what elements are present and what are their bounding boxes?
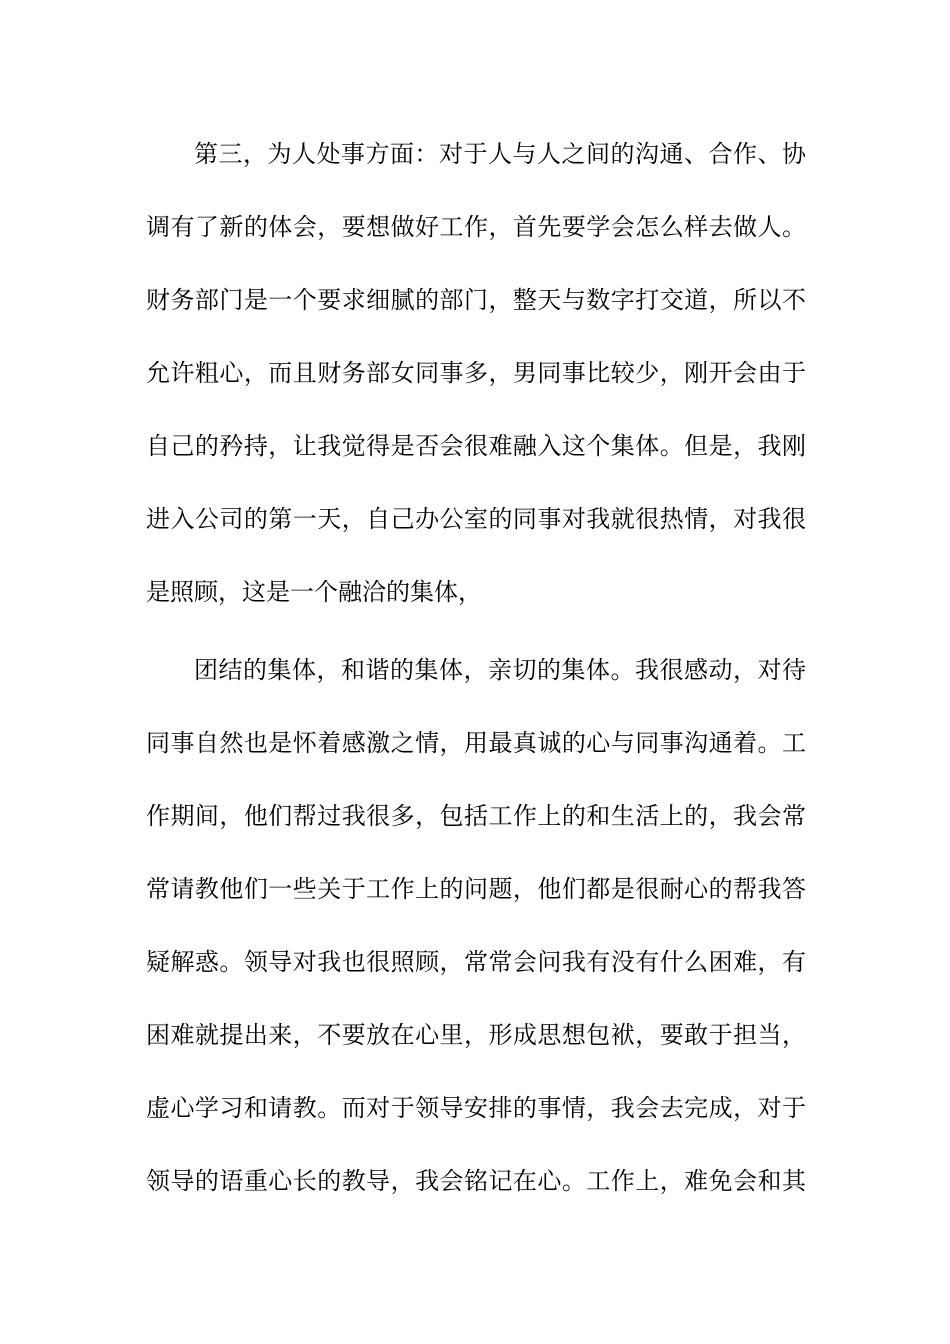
paragraph-2-line-7: 虚心学习和请教。而对于领导安排的事情，我会去完成，对于 [146, 1094, 806, 1122]
paragraph-2-line-2: 同事自然也是怀着感激之情，用最真诚的心与同事沟通着。工 [146, 729, 806, 757]
paragraph-1-line-4: 允许粗心，而且财务部女同事多，男同事比较少，刚开会由于 [146, 359, 806, 387]
paragraph-1-line-2: 调有了新的体会，要想做好工作，首先要学会怎么样去做人。 [146, 213, 806, 241]
paragraph-1-line-7: 是照顾，这是一个融洽的集体， [146, 578, 482, 606]
paragraph-1-line-1: 第三，为人处事方面：对于人与人之间的沟通、合作、协 [194, 140, 806, 168]
paragraph-2-line-6: 困难就提出来，不要放在心里，形成思想包袱，要敢于担当， [146, 1021, 806, 1049]
paragraph-2-line-5: 疑解惑。领导对我也很照顾，常常会问我有没有什么困难，有 [146, 948, 806, 976]
paragraph-1-line-5: 自己的矜持，让我觉得是否会很难融入这个集体。但是，我刚 [146, 432, 806, 460]
paragraph-2-line-4: 常请教他们一些关于工作上的问题，他们都是很耐心的帮我答 [146, 875, 806, 903]
paragraph-1-line-3: 财务部门是一个要求细腻的部门，整天与数字打交道，所以不 [146, 286, 806, 314]
paragraph-2-line-3: 作期间，他们帮过我很多，包括工作上的和生活上的，我会常 [146, 802, 806, 830]
paragraph-1-line-6: 进入公司的第一天，自己办公室的同事对我就很热情，对我很 [146, 505, 806, 533]
paragraph-2-line-8: 领导的语重心长的教导，我会铭记在心。工作上，难免会和其 [146, 1167, 806, 1195]
paragraph-2-line-1: 团结的集体，和谐的集体，亲切的集体。我很感动，对待 [194, 656, 806, 684]
